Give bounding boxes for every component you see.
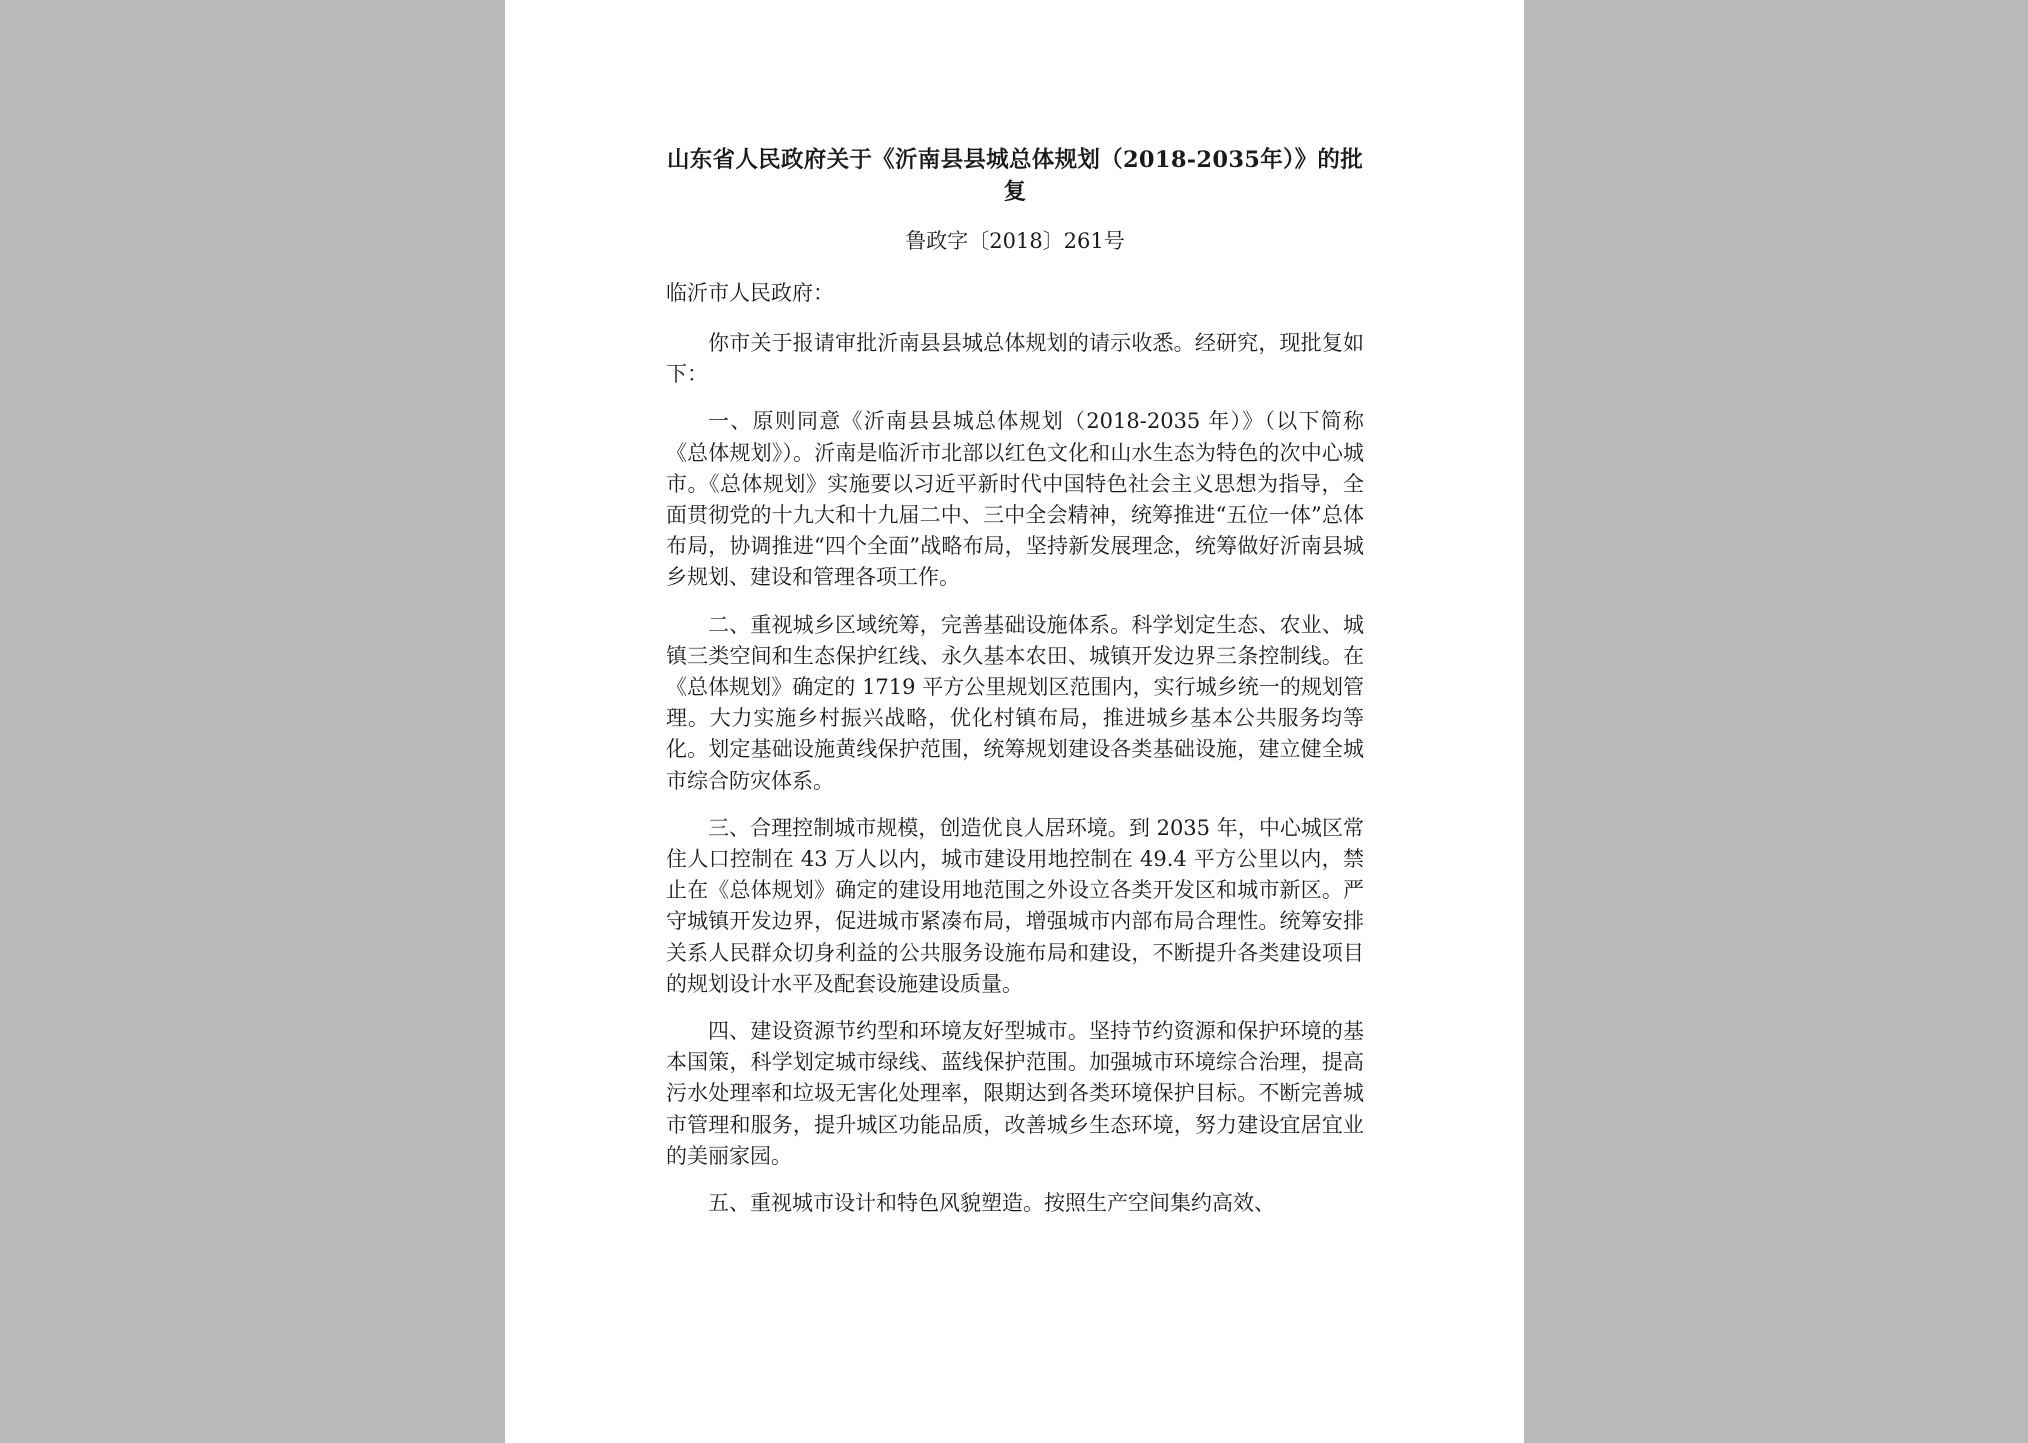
document-page (505, 0, 1524, 1443)
body-paragraph: 一、原则同意《沂南县县城总体规划（2018-2035 年）》（以下简称《总体规划》）。沂南是临沂市北部以红色文化和山水生态为特色的次中心城市。《总体规划》实施要以习近平新时代中国特色社会主义思想为指导，全面贯彻党的十九大和十九届二中、三中全会精神，统筹推进“五位一体”总体布局，协调推进“四个全面”战略布局，坚持新发展理念，统筹做好沂南县城乡规划、建设和管理各项工作。 (666, 409, 1364, 590)
document-title: 山东省人民政府关于《沂南县县城总体规划（2018-2035年）》的批复 (666, 147, 1364, 205)
body-paragraph: 你市关于报请审批沂南县县城总体规划的请示收悉。经研究，现批复如下： (666, 331, 1364, 387)
body-paragraph: 二、重视城乡区域统筹，完善基础设施体系。科学划定生态、农业、城镇三类空间和生态保护红线、永久基本农田、城镇开发边界三条控制线。在《总体规划》确定的 1719 平方公里规划区范围内，实行城乡统一的规划管理。大力实施乡村振兴战略，优化村镇布局，推进城乡基本公共服务均等化。划定基础设施黄线保护范围，统筹规划建设各类基础设施，建立健全城市综合防灾体系。 (666, 612, 1364, 793)
body-paragraph: 四、建设资源节约型和环境友好型城市。坚持节约资源和保护环境的基本国策，科学划定城市绿线、蓝线保护范围。加强城市环境综合治理，提高污水处理率和垃圾无害化处理率，限期达到各类环境保护目标。不断完善城市管理和服务，提升城区功能品质，改善城乡生态环境，努力建设宜居宜业的美丽家园。 (666, 1019, 1364, 1168)
document-number: 鲁政字〔2018〕261号 (905, 229, 1125, 253)
addressee: 临沂市人民政府： (666, 281, 834, 305)
body-paragraph: 三、合理控制城市规模，创造优良人居环境。到 2035 年，中心城区常住人口控制在 43 万人以内，城市建设用地控制在 49.4 平方公里以内，禁止在《总体规划》确定的建设用地范围之外设立各类开发区和城市新区。严守城镇开发边界，促进城市紧凑布局，增强城市内部布局合理性。统筹安排关系人民群众切身利益的公共服务设施布局和建设，不断提升各类建设项目的规划设计水平及配套设施建设质量。 (666, 815, 1364, 996)
body-paragraph: 五、重视城市设计和特色风貌塑造。按照生产空间集约高效、 (708, 1191, 1275, 1216)
